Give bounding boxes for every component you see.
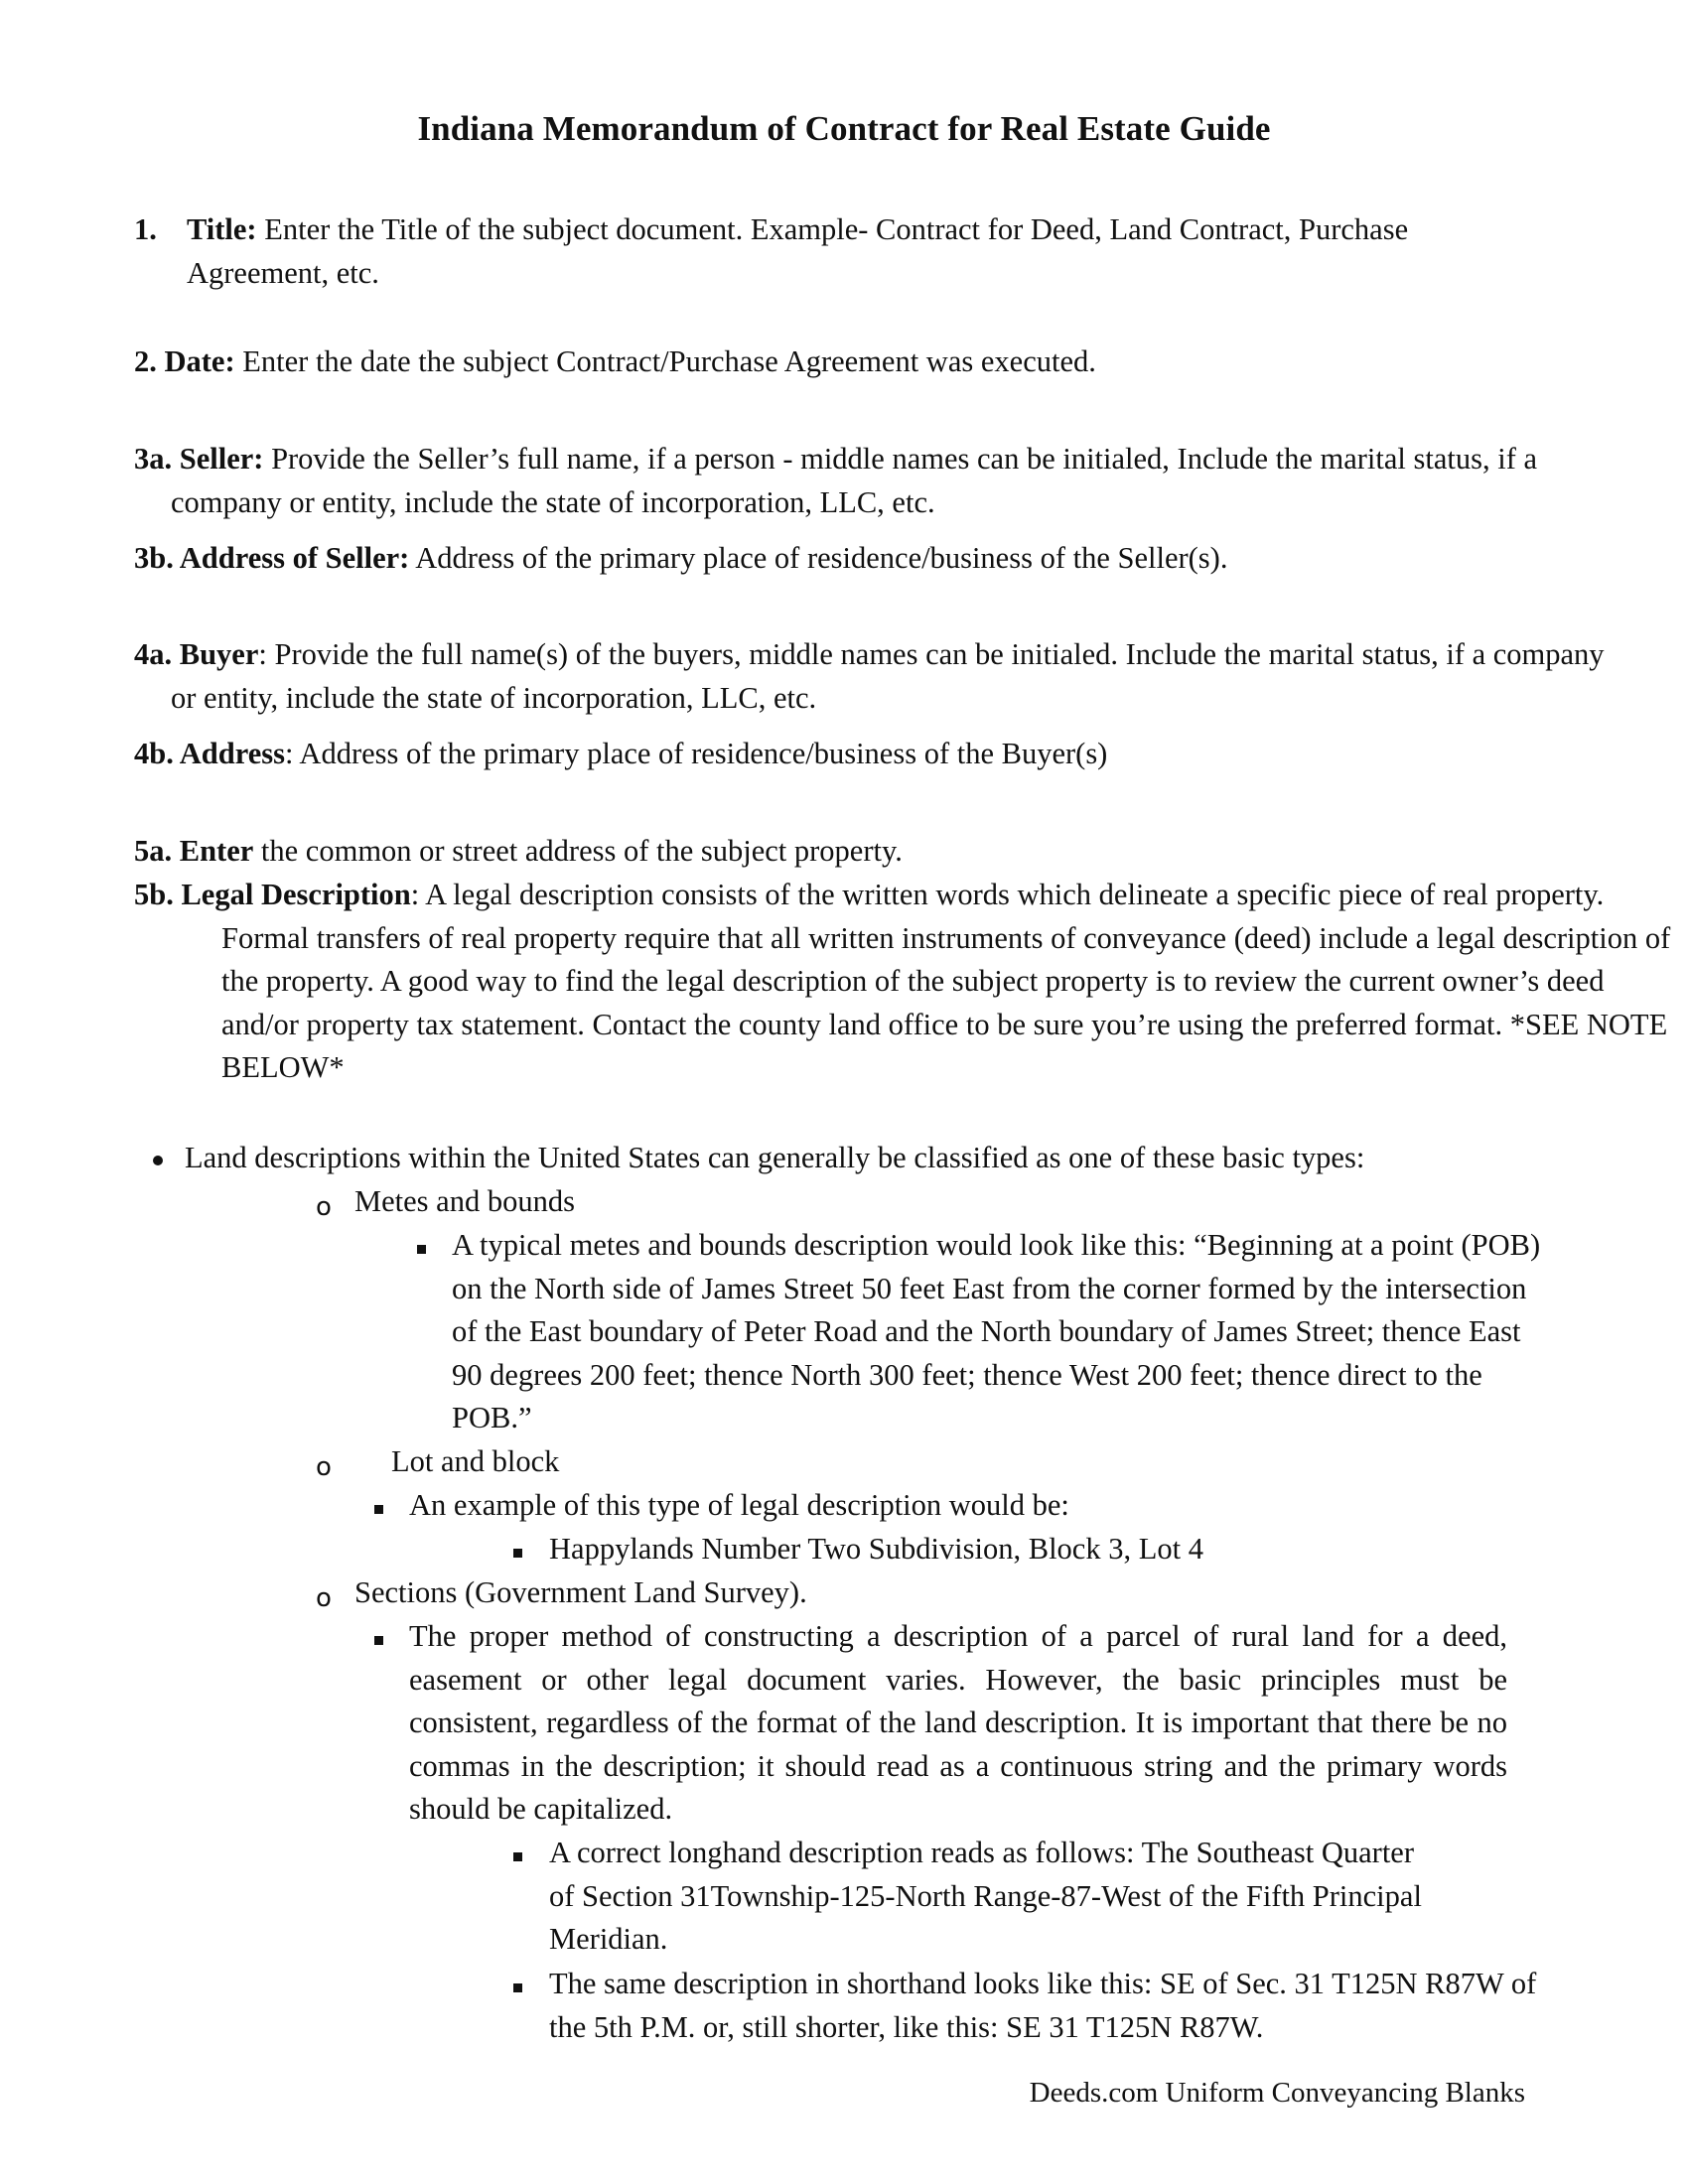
circle-bullet-icon: o xyxy=(316,1452,332,1482)
item-buyer-address-text: : Address of the primary place of residence/business of the Buyer(s) xyxy=(285,737,1108,770)
item-title xyxy=(134,208,1544,295)
sections-shorthand: The same description in shorthand looks like this: SE of Sec. 31 T125N R87W of the 5th P.M. or, still shorter, like this: SE 31 T125N R87W. xyxy=(549,1967,1537,2044)
square-bullet-icon xyxy=(374,1505,383,1514)
item-title-text: Enter the Title of the subject document. Example- Contract for Deed, Land Contract, Purchase Agreement, etc. xyxy=(187,212,1409,290)
metes-heading: Metes and bounds xyxy=(354,1184,575,1218)
item-title-label: Title: xyxy=(187,212,257,246)
item-date-text: Enter the date the subject Contract/Purchase Agreement was executed. xyxy=(234,344,1096,378)
square-bullet-icon xyxy=(513,1549,522,1558)
item-buyer xyxy=(134,633,1620,720)
lot-heading: Lot and block xyxy=(391,1444,560,1478)
square-bullet-icon xyxy=(374,1636,383,1645)
item-legal-description-text: : A legal description consists of the written words which delineate a specific piece of real property. Formal transfers of real property require that all written instruments of conveyance (deed) include a legal description of the property. A good way to find the legal description of the subject property is to review the current owner’s deed and/or property tax statement. Contact the county land office to be sure you’re using the preferred format. *SEE NOTE BELOW* xyxy=(221,878,1671,1085)
square-bullet-icon xyxy=(513,1852,522,1861)
item-property-address-text: the common or street address of the subject property. xyxy=(253,834,903,868)
item-seller-label: 3a. Seller: xyxy=(134,442,264,476)
document-title: Indiana Memorandum of Contract for Real Estate Guide xyxy=(417,109,1271,148)
item-property-address-label: 5a. Enter xyxy=(134,834,254,868)
footer-brand: Deeds.com Uniform Conveyancing Blanks xyxy=(1029,2077,1525,2109)
item-seller-address-text: Address of the primary place of residence/business of the Seller(s). xyxy=(409,541,1228,575)
item-seller-address-label: 3b. Address of Seller: xyxy=(134,541,410,575)
square-bullet-icon xyxy=(513,1983,522,1992)
item-buyer-label: 4a. Buyer xyxy=(134,637,259,671)
circle-bullet-icon: o xyxy=(316,1583,332,1613)
lot-example: Happylands Number Two Subdivision, Block 3, Lot 4 xyxy=(549,1532,1203,1566)
bullet-dot-icon xyxy=(153,1156,163,1165)
sections-longhand: A correct longhand description reads as follows: The Southeast Quarter of Section 31Township-125-North Range-87-West of the Fifth Principal Meridian. xyxy=(549,1836,1422,1957)
item-title-number: 1. xyxy=(134,212,157,246)
item-seller xyxy=(134,438,1601,524)
item-property-address xyxy=(134,830,1544,874)
item-legal-description xyxy=(134,874,1671,1090)
item-buyer-address xyxy=(134,733,1544,776)
metes-description: A typical metes and bounds description would look like this: “Beginning at a point (POB) on the North side of James Street 50 feet East from the corner formed by the intersection of the East boundary of Peter Road and the North boundary of James Street; thence East 90 degrees 200 feet; thence North 300 feet; thence West 200 feet; thence direct to the POB.” xyxy=(452,1228,1541,1435)
item-date xyxy=(134,341,1544,384)
square-bullet-icon xyxy=(417,1245,426,1254)
item-seller-text: Provide the Seller’s full name, if a person - middle names can be initialed, Include the marital status, if a company or entity, include the state of incorporation, LLC, etc. xyxy=(171,442,1538,519)
sections-description: The proper method of constructing a description of a parcel of rural land for a deed, easement or other legal document varies. However, the basic principles must be consistent, regardless of the format of the land description. It is important that there be no commas in the description; it should read as a continuous string and the primary words should be capitalized. xyxy=(409,1619,1507,1827)
lot-example-intro: An example of this type of legal description would be: xyxy=(409,1488,1069,1522)
circle-bullet-icon: o xyxy=(316,1192,332,1222)
sections-heading: Sections (Government Land Survey). xyxy=(354,1575,807,1609)
item-seller-address xyxy=(134,537,1564,581)
land-descriptions-intro: Land descriptions within the United States can generally be classified as one of these basic types: xyxy=(185,1141,1365,1174)
item-buyer-text: : Provide the full name(s) of the buyers, middle names can be initialed. Include the marital status, if a company or entity, include the state of incorporation, LLC, etc. xyxy=(171,637,1605,715)
item-legal-description-label: 5b. Legal Description xyxy=(134,878,411,911)
item-buyer-address-label: 4b. Address xyxy=(134,737,285,770)
item-date-label: 2. Date: xyxy=(134,344,235,378)
